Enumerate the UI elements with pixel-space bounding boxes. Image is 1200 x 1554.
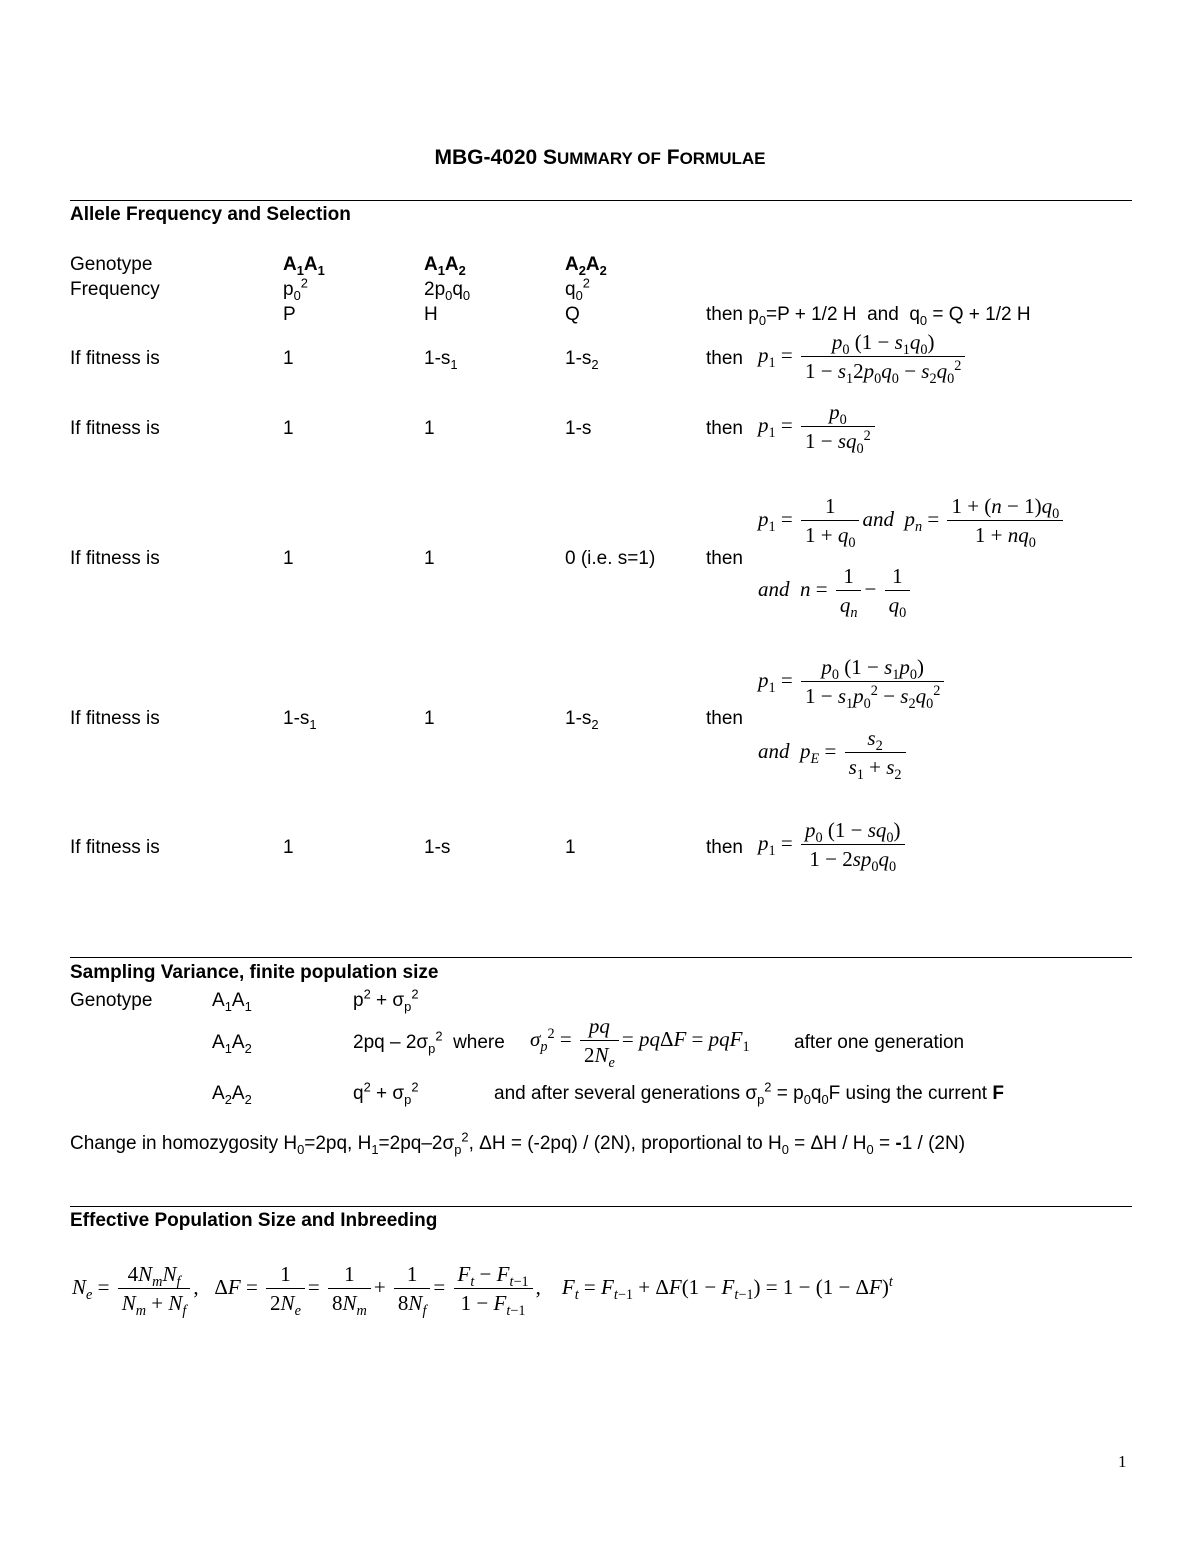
frequency-p0-squared: $p_0^2$ [283, 275, 308, 303]
fitness-w12: 1 [424, 708, 435, 729]
after-several-generations: and after several generations $\sigma_p^2 = p_0q_0F$ using the current F [494, 1079, 1004, 1107]
fitness-label: If fitness is [70, 348, 160, 369]
sampling-genotype-a2a2: $A_2A_2$ [212, 1083, 252, 1107]
frequency-2p0q0: $2p_0q_0$ [424, 279, 471, 303]
fitness-w11: 1 [283, 418, 294, 439]
genotype-a1a2: $A_1A_2$ [424, 254, 466, 278]
then-label: then [706, 418, 743, 439]
then-label: then [706, 708, 743, 729]
sampling-variance-a2a2: $q^2 + \sigma_p^2$ [353, 1079, 419, 1107]
formula-p1-case1: $p_1$ = $\frac{p_0 (1 - s_1q_0)}{1 - s_12p_0q_0 - s_2q_0^2}$ [758, 330, 968, 384]
section-heading-sampling: Sampling Variance, finite population size [70, 962, 439, 983]
fitness-w11: 1 [283, 837, 294, 858]
symbol-p: P [283, 304, 296, 325]
sampling-genotype-a1a1: $A_1A_1$ [212, 990, 252, 1014]
sampling-variance-a1a1: $p^2 + \sigma_p^2$ [353, 986, 419, 1014]
fitness-w22: $1-s_2$ [565, 348, 599, 372]
fitness-w22: 0 (i.e. s=1) [565, 548, 656, 569]
fitness-w12: 1-s [424, 837, 451, 858]
fitness-w11: $1-s_1$ [283, 708, 317, 732]
genotype-label: Genotype [70, 254, 153, 275]
then-label: then [706, 348, 743, 369]
formula-n-case3: and n = $\frac{1}{q_n}$ − $\frac{1}{q_0}$ [758, 564, 913, 618]
section-heading-effective: Effective Population Size and Inbreeding [70, 1210, 438, 1231]
formula-pe-case4: and $p_E$ = $\frac{s_2}{s_1 + s_2}$ [758, 726, 909, 780]
fitness-label: If fitness is [70, 837, 160, 858]
after-one-generation: after one generation [794, 1032, 965, 1053]
fitness-w22: 1 [565, 837, 576, 858]
sampling-genotype-a1a2: $A_1A_2$ [212, 1032, 252, 1056]
fitness-w12: $1-s_1$ [424, 348, 458, 372]
fitness-w11: 1 [283, 548, 294, 569]
formula-sigma-p: $\sigma_p^2$ = $\frac{pq}{2N_e}$ = pqΔF = pqF$_1$ [530, 1014, 750, 1072]
formula-effective-size: $N_e$ = $\frac{4N_mN_f}{N_m + N_f}$ , ΔF = $\frac{1}{2N_e}$ = $\frac{1}{8N_m}$ + $\frac{1}{8N_f}$ = $\frac{F_t - F_{t-1}}{1 - F_{t-1}}$ , $F_t = F_{t-1} + \Delta F(1 - F_{t-1}) = 1 - (1 - \Delta F)^t$ [72, 1262, 893, 1320]
formula-p1-case2: $p_1$ = $\frac{p_0}{1 - sq_0^2}$ [758, 400, 878, 454]
homozygosity-change: Change in homozygosity $H_0=2pq$, $H_1=2pq-2\sigma_p^2$, ΔH = (-2pq) / (2N), proportional to $H_0 = \Delta H / H_0 = -1 / (2N)$ [70, 1129, 966, 1157]
frequency-q0-squared: $q_0^2$ [565, 275, 590, 303]
formula-p1-case4: $p_1$ = $\frac{p_0 (1 - s_1p_0)}{1 - s_1p_0^2 - s_2q_0^2}$ [758, 655, 947, 709]
symbol-q: Q [565, 304, 580, 325]
fitness-w22: $1-s_2$ [565, 708, 599, 732]
fitness-label: If fitness is [70, 418, 160, 439]
sampling-genotype-label: Genotype [70, 990, 153, 1011]
sampling-variance-a1a2: $2pq - 2\sigma_p^2$ where [353, 1028, 505, 1056]
symbol-h: H [424, 304, 438, 325]
then-label: then [706, 837, 743, 858]
fitness-w12: 1 [424, 418, 435, 439]
section-divider [70, 1206, 1132, 1207]
formula-p1-case5: $p_1$ = $\frac{p_0 (1 - sq_0)}{1 - 2sp_0q_0}$ [758, 818, 908, 872]
fitness-w12: 1 [424, 548, 435, 569]
page-title: MBG-4020 SUMMARY OF FORMULAE [434, 146, 766, 169]
fitness-label: If fitness is [70, 548, 160, 569]
frequency-label: Frequency [70, 279, 160, 300]
section-divider [70, 200, 1132, 201]
formula-p1-case3: $p_1$ = $\frac{1}{1 + q_0}$ and $p_n$ = $\frac{1 + (n - 1)q_0}{1 + nq_0}$ [758, 494, 1066, 548]
fitness-w11: 1 [283, 348, 294, 369]
fitness-label: If fitness is [70, 708, 160, 729]
genotype-a1a1: $A_1A_1$ [283, 254, 325, 278]
section-divider [70, 957, 1132, 958]
page-number: 1 [1118, 1452, 1127, 1471]
then-label: then [706, 548, 743, 569]
genotype-a2a2: $A_2A_2$ [565, 254, 607, 278]
fitness-w22: 1-s [565, 418, 592, 439]
allele-relation: then $p_0=P + 1/2$ H and $q_0 = Q + 1/2$ H [706, 304, 1031, 328]
section-heading-allele: Allele Frequency and Selection [70, 204, 351, 225]
